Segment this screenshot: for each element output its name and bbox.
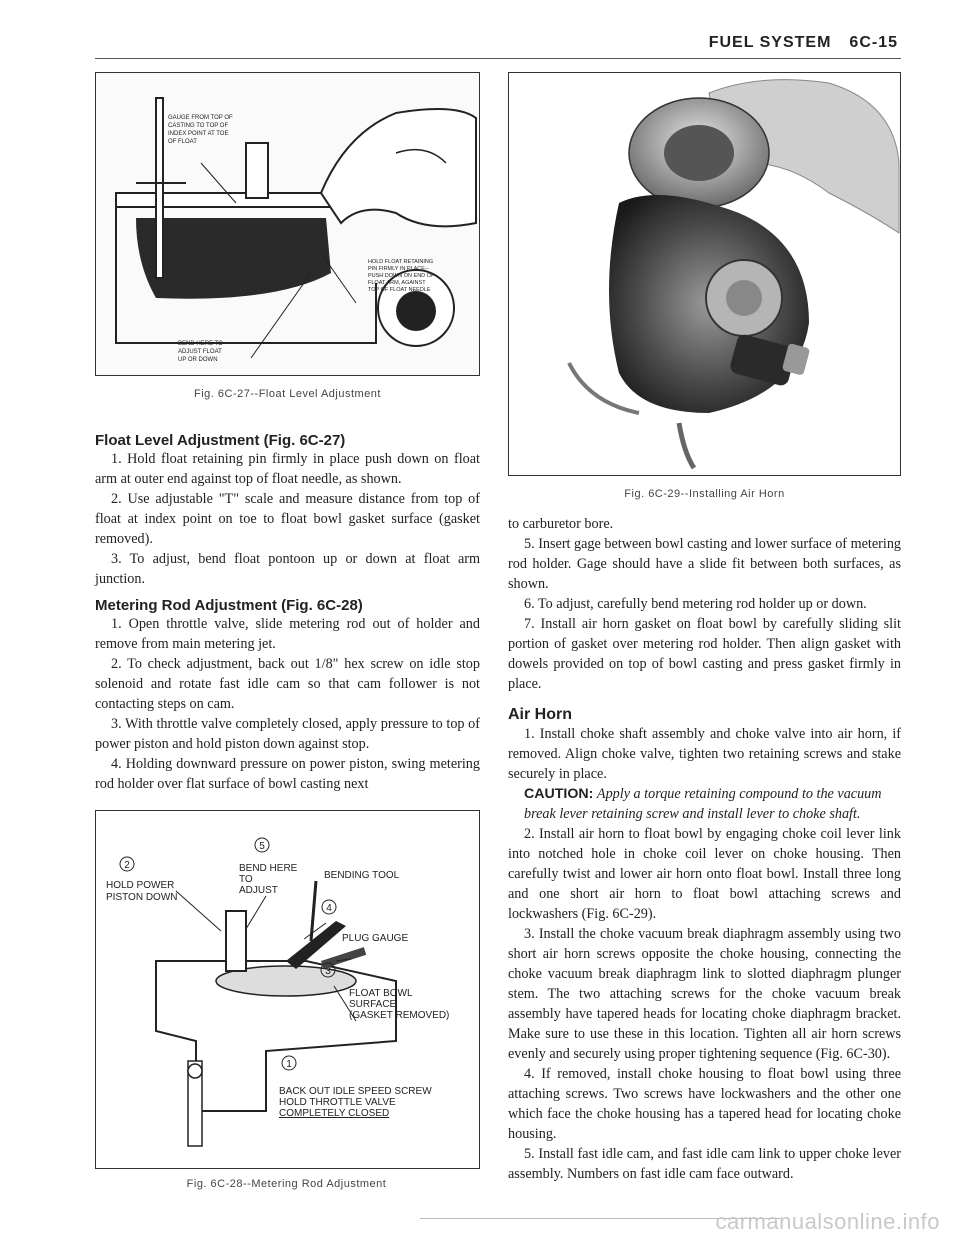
metering-step: 3. With throttle valve completely closed, apply pressure to top of power piston and hold piston down against stop.	[95, 716, 480, 752]
float-level-heading: Float Level Adjustment (Fig. 6C-27)	[95, 432, 346, 449]
hold-label-line: TOP OF FLOAT NEEDLE	[368, 287, 431, 293]
figure-6c-28-caption: Fig. 6C-28--Metering Rod Adjustment	[186, 1178, 387, 1190]
air-horn-heading: Air Horn	[508, 706, 572, 723]
bend-label-line: BEND HERE TO	[178, 341, 223, 347]
gauge-label-line: GAUGE FROM TOP OF	[168, 115, 233, 121]
caution-label: CAUTION:	[524, 786, 594, 802]
air-horn-step: 3. Install the choke vacuum break diaphragm assembly using two short air horn screws opposite the choke housing, connecting the choke vacuum break diaphragm link to slotted diaphragm plunger stem. The two attaching screws for the choke vacuum break assembly have tapered heads for locating choke diaphragm bracket. Make sure to use these in this location. Tighten all air horn screws evenly and securely using proper tightening sequence (Fig. 6C-30).	[508, 926, 901, 1062]
float-bowl-label: FLOAT BOWL	[349, 988, 413, 999]
callout-3: 3	[325, 966, 331, 977]
gauge-label-line: INDEX POINT AT TOE	[168, 131, 229, 137]
bend-here-label: ADJUST	[239, 885, 278, 896]
figure-6c-27-caption: Fig. 6C-27--Float Level Adjustment	[194, 388, 381, 400]
callout-4: 4	[326, 903, 332, 914]
float-bowl-label: (GASKET REMOVED)	[349, 1010, 450, 1021]
hold-label-line: HOLD FLOAT RETAINING	[368, 259, 434, 265]
metering-step: 2. To check adjustment, back out 1/8" hex screw on idle stop solenoid and rotate fast idle cam so that cam follower is not contacting steps on cam.	[95, 656, 480, 712]
page-number: 6C-15	[849, 34, 898, 51]
left-column	[95, 72, 480, 1190]
hold-label-line: PIN FIRMLY IN PLACE--	[368, 266, 429, 272]
hold-label-line: PUSH DOWN ON END OF	[368, 273, 435, 279]
air-horn-step: 4. If removed, install choke housing to float bowl using three attaching screws. Two screws have lockwashers and the other one which face the choke housing has a tapered head for locating choke housing.	[508, 1066, 901, 1142]
back-out-label: BACK OUT IDLE SPEED SCREW	[279, 1086, 432, 1097]
caution-note	[524, 784, 901, 824]
float-step: 2. Use adjustable "T" scale and measure distance from top of float at index point on toe to float bowl gasket surface (gasket removed).	[95, 491, 480, 547]
air-horn-step: 5. Install fast idle cam, and fast idle cam link to upper choke lever assembly. Numbers on fast idle cam face outward.	[508, 1146, 901, 1182]
caution-text: Apply a torque retaining compound to the vacuum break lever retaining screw and install lever to choke shaft.	[524, 786, 882, 822]
callout-5: 5	[259, 841, 265, 852]
bend-label-line: UP OR DOWN	[178, 357, 218, 363]
bending-tool-label: BENDING TOOL	[324, 870, 400, 881]
figure-6c-29-caption: Fig. 6C-29--Installing Air Horn	[624, 488, 785, 500]
float-level-illustration	[96, 73, 479, 373]
float-level-section	[95, 432, 480, 589]
metering-step: 5. Insert gage between bowl casting and lower surface of metering rod holder. Gage should have a slide fit between both surfaces, as shown.	[508, 536, 902, 592]
callout-1: 1	[286, 1059, 292, 1070]
metering-step: 1. Open throttle valve, slide metering rod out of holder and remove from main metering jet.	[95, 616, 480, 652]
hold-power-label: HOLD POWER	[106, 880, 175, 891]
metering-rod-section	[95, 597, 480, 794]
metering-step: 6. To adjust, carefully bend metering rod holder up or down.	[524, 596, 867, 612]
figure-6c-27	[95, 72, 480, 376]
figure-6c-28	[95, 810, 480, 1169]
header-rule	[95, 58, 901, 59]
gauge-label-line: OF FLOAT	[168, 139, 197, 145]
bend-label-line: ADJUST FLOAT	[178, 349, 222, 355]
metering-rod-heading: Metering Rod Adjustment (Fig. 6C-28)	[95, 597, 363, 614]
air-horn-step: 2. Install air horn to float bowl by engaging choke coil lever link into notched hole in choke coil lever on choke housing. Then carefully twist and lower air horn onto float bowl. Install three long and one short air horn to float bowl attaching screws and lockwashers (Fig. 6C-29).	[508, 826, 901, 922]
metering-rod-illustration	[96, 811, 479, 1168]
figure-6c-29	[508, 72, 901, 476]
hold-power-label: PISTON DOWN	[106, 892, 178, 903]
page-header	[709, 34, 898, 52]
back-out-label: HOLD THROTTLE VALVE	[279, 1097, 396, 1108]
section-title: FUEL SYSTEM	[708, 34, 832, 51]
bend-here-label: BEND HERE	[239, 863, 298, 874]
watermark: carmanualsonline.info	[715, 1209, 940, 1234]
gauge-label-line: CASTING TO TOP OF	[168, 123, 229, 129]
bend-here-label: TO	[239, 874, 253, 885]
back-out-label: COMPLETELY CLOSED	[279, 1108, 390, 1119]
right-text	[508, 514, 901, 694]
metering-step: 7. Install air horn gasket on float bowl by carefully sliding slit portion of gasket over metering rod holder. Then align gasket with dowels provided on top of bowl casting and press gasket firmly in place.	[508, 616, 901, 692]
hold-label-line: FLOAT ARM, AGAINST	[368, 280, 426, 286]
metering-step: 4. Holding downward pressure on power piston, swing metering rod holder over flat surface of bowl casting next	[95, 756, 480, 792]
callout-2: 2	[124, 860, 130, 871]
float-bowl-label: SURFACE	[349, 999, 397, 1010]
air-horn-step: 1. Install choke shaft assembly and choke valve into air horn, if removed. Align choke valve, tighten two retaining screws and stake securely in place.	[508, 726, 901, 782]
air-horn-photo	[509, 73, 900, 473]
plug-gauge-label: PLUG GAUGE	[342, 933, 409, 944]
right-column	[508, 72, 901, 1184]
continuation-text: to carburetor bore.	[508, 516, 614, 532]
air-horn-section	[508, 706, 901, 1184]
float-step: 3. To adjust, bend float pontoon up or down at float arm junction.	[95, 551, 480, 587]
float-step: 1. Hold float retaining pin firmly in place push down on float arm at outer end against top of float needle, as shown.	[95, 451, 480, 487]
